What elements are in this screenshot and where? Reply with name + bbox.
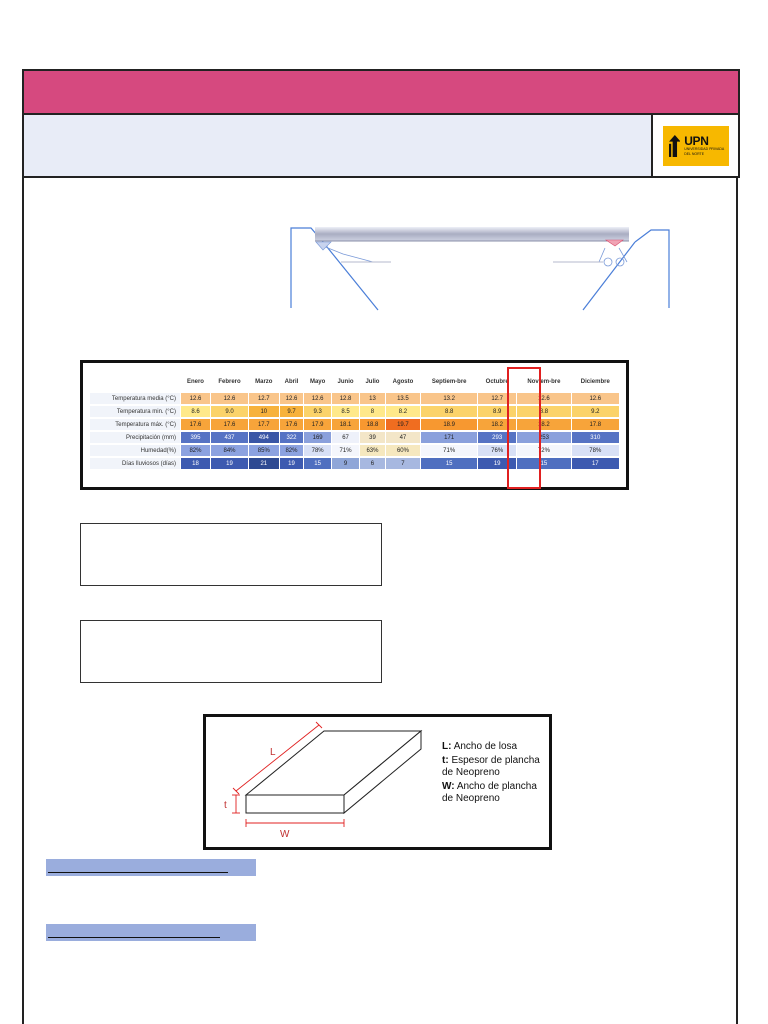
column-header: Marzo — [255, 378, 273, 385]
table-cell: 18.9 — [421, 419, 477, 430]
thickness-label: t — [224, 800, 227, 811]
table-cell: 13.5 — [386, 393, 421, 404]
column-header: Mayo — [309, 378, 326, 385]
table-cell: 169 — [304, 432, 330, 443]
table-cell: 12.6 — [211, 393, 248, 404]
bar-underline-2 — [48, 937, 220, 938]
table-cell: 15 — [517, 458, 570, 469]
climate-table — [89, 371, 620, 471]
table-cell: 21 — [249, 458, 278, 469]
column-header: Julio — [365, 378, 380, 385]
climate-row — [90, 406, 619, 417]
column-header: Agosto — [392, 378, 414, 385]
table-cell: 9.0 — [211, 406, 248, 417]
table-cell: 17.6 — [280, 419, 304, 430]
table-cell: 12.8 — [332, 393, 359, 404]
climate-row — [90, 432, 619, 443]
table-cell: 12.6 — [304, 393, 330, 404]
table-cell: 12.7 — [478, 393, 516, 404]
table-cell: 17.8 — [572, 419, 619, 430]
table-cell: 12.6 — [181, 393, 210, 404]
table-cell: 12.6 — [280, 393, 304, 404]
bar-underline-1 — [48, 872, 228, 873]
logo-title: UPN — [684, 134, 709, 149]
table-cell: 18 — [181, 458, 210, 469]
empty-text-box-2 — [80, 620, 382, 683]
row-label: Temperatura máx. (°C) — [90, 419, 180, 430]
climate-row — [90, 445, 619, 456]
table-cell: 13 — [360, 393, 384, 404]
climate-corner-cell — [90, 373, 180, 391]
table-cell: 82% — [181, 445, 210, 456]
table-cell: 78% — [572, 445, 619, 456]
table-cell: 6 — [360, 458, 384, 469]
table-cell: 8.5 — [332, 406, 359, 417]
table-cell: 84% — [211, 445, 248, 456]
table-cell: 47 — [386, 432, 421, 443]
table-cell: 78% — [304, 445, 330, 456]
subheader — [22, 113, 740, 178]
table-cell: 85% — [249, 445, 278, 456]
table-cell: 12.6 — [572, 393, 619, 404]
table-cell: 10 — [249, 406, 278, 417]
table-cell: 8.6 — [181, 406, 210, 417]
table-cell: 171 — [421, 432, 477, 443]
row-label: Días lluviosos (días) — [90, 458, 180, 469]
table-cell: 19 — [280, 458, 304, 469]
table-cell: 9.2 — [572, 406, 619, 417]
table-cell: 8 — [360, 406, 384, 417]
upn-arrow-icon — [669, 131, 681, 161]
width-label: W — [280, 829, 290, 840]
climate-row — [90, 393, 619, 404]
logo-subtitle: UNIVERSIDAD PRIVADA DEL NORTE — [684, 147, 724, 156]
empty-text-box-1 — [80, 523, 382, 586]
legend-entry-thickness: t: Espesor de plancha de Neopreno — [442, 755, 540, 778]
table-cell: 39 — [360, 432, 384, 443]
table-cell: 17.6 — [181, 419, 210, 430]
row-label: Humedad(%) — [90, 445, 180, 456]
column-header: Abril — [284, 378, 299, 385]
table-cell: 7 — [386, 458, 421, 469]
table-cell: 72% — [517, 445, 570, 456]
table-cell: 253 — [517, 432, 570, 443]
upn-logo — [663, 126, 729, 166]
table-cell: 8.8 — [517, 406, 570, 417]
length-label: L — [270, 747, 276, 758]
table-cell: 12.7 — [249, 393, 278, 404]
table-cell: 17.7 — [249, 419, 278, 430]
table-cell: 494 — [249, 432, 278, 443]
bridge-support-diagram — [283, 222, 673, 314]
table-cell: 15 — [421, 458, 477, 469]
column-header: Octubre — [485, 378, 509, 385]
slab-legend — [442, 741, 549, 807]
table-cell: 9.7 — [280, 406, 304, 417]
blue-bar-1 — [46, 859, 256, 876]
column-header: Septiem-bre — [431, 378, 467, 385]
table-cell: 60% — [386, 445, 421, 456]
table-cell: 17 — [572, 458, 619, 469]
table-cell: 8.8 — [421, 406, 477, 417]
climate-table-figure — [80, 360, 629, 490]
row-label: Temperatura media (°C) — [90, 393, 180, 404]
legend-entry-width: W: Ancho de plancha de Neopreno — [442, 781, 537, 804]
table-cell: 63% — [360, 445, 384, 456]
table-cell: 17.6 — [211, 419, 248, 430]
column-header: Febrero — [218, 378, 241, 385]
legend-entry-length: L: Ancho de losa — [442, 741, 518, 752]
table-cell: 19 — [478, 458, 516, 469]
column-header: Junio — [337, 378, 354, 385]
table-cell: 8.2 — [386, 406, 421, 417]
table-cell: 18.8 — [360, 419, 384, 430]
table-cell: 19.7 — [386, 419, 421, 430]
climate-row — [90, 419, 619, 430]
column-header: Noviem-bre — [527, 378, 561, 385]
table-cell: 9 — [332, 458, 359, 469]
column-header: Diciembre — [580, 378, 610, 385]
table-cell: 15 — [304, 458, 330, 469]
table-cell: 82% — [280, 445, 304, 456]
row-label: Precipitación (mm) — [90, 432, 180, 443]
blue-bar-2 — [46, 924, 256, 941]
table-cell: 71% — [421, 445, 477, 456]
table-cell: 18.1 — [332, 419, 359, 430]
table-cell: 67 — [332, 432, 359, 443]
neoprene-slab-drawing — [206, 717, 436, 847]
row-label: Temperatura min. (°C) — [90, 406, 180, 417]
table-cell: 18.2 — [517, 419, 570, 430]
table-cell: 13.2 — [421, 393, 477, 404]
column-header: Enero — [186, 378, 204, 385]
header-band — [22, 69, 740, 115]
table-cell: 12.6 — [517, 393, 570, 404]
table-cell: 71% — [332, 445, 359, 456]
table-cell: 18.2 — [478, 419, 516, 430]
table-cell: 395 — [181, 432, 210, 443]
table-cell: 310 — [572, 432, 619, 443]
neoprene-slab-figure — [203, 714, 552, 850]
table-cell: 322 — [280, 432, 304, 443]
table-cell: 8.9 — [478, 406, 516, 417]
climate-header-row — [90, 373, 619, 391]
table-cell: 19 — [211, 458, 248, 469]
logo-cell — [651, 115, 738, 176]
table-cell: 293 — [478, 432, 516, 443]
table-cell: 17.9 — [304, 419, 330, 430]
table-cell: 437 — [211, 432, 248, 443]
table-cell: 76% — [478, 445, 516, 456]
climate-row — [90, 458, 619, 469]
table-cell: 9.3 — [304, 406, 330, 417]
